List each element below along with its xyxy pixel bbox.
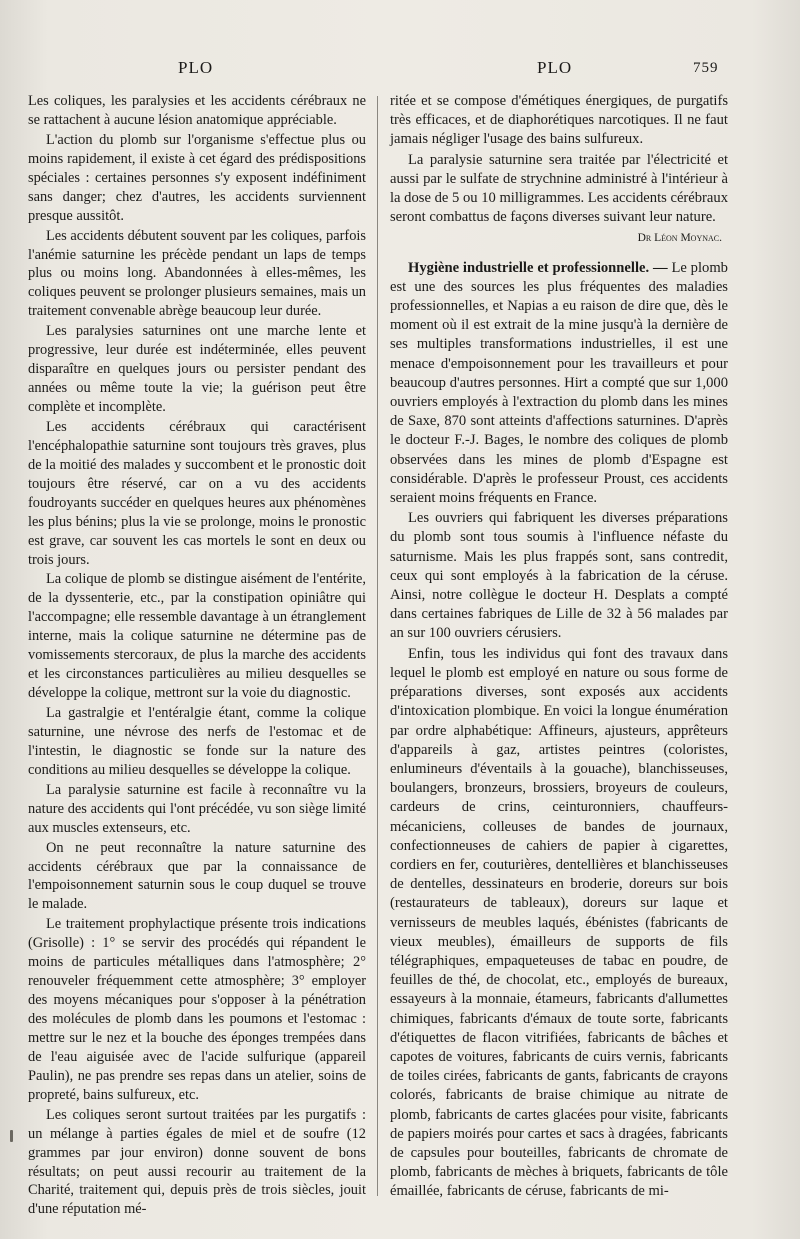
paragraph: La colique de plomb se distingue aisément de l'entérite, de la dyssenterie, etc., par la constipation opiniâtre qui l'accompagne; elle ressemble davantage à un étranglement interne, mais la colique saturnine ne détermine pas de vomissements stercoraux, de plus la marche des accidents et les circonstances particulières au milieu desquelles se développe la colique, mettront sur la voie du diagnostic. [28,571,366,702]
section-paragraph [390,259,728,509]
author-signature: Dr Léon Moynac. [637,232,722,245]
page-number: 759 [693,60,719,76]
section-heading: Hygiène industrielle et professionnelle. — [408,259,668,276]
right-column [390,92,728,1203]
paragraph: Les ouvriers qui fabriquent les diverses préparations du plomb sont tous soumis à l'influence néfaste du saturnisme. Mais les plus frappés sont, sans contredit, ceux qui sont employés à la fabrication de la céruse. Ainsi, notre collègue le docteur H. Desplats a compté dans certaines fabriques de Lille de 32 à 56 malades par an sur 100 ouvriers cérusiers. [390,510,728,642]
paragraph: Le traitement prophylactique présente trois indications (Grisolle) : 1° se servir des procédés qui répandent le moins de particules métalliques dans l'atmosphère; 2° renouveler fréquemment cette atmosphère; 3° employer des moyens mécaniques pour s'opposer à la pénétration des molécules de plomb dans les poumons et l'estomac : mettre sur le nez et la bouche des éponges trempées dans de l'eau aiguisée avec de l'acide sulfurique (appareil Paulin), ne pas prendre ses repas dans un atelier, soins de propreté, bains sulfureux, etc. [28,916,366,1103]
paragraph: On ne peut reconnaître la nature saturnine des accidents cérébraux que par la connaissance de l'empoisonnement saturnin sous le coup duquel se trouve le malade. [28,839,366,913]
paragraph: Les accidents cérébraux qui caractérisent l'encéphalopathie saturnine sont toujours très graves, plus de la moitié des malades y succombent et le pronostic doit toujours être réservé, car on a vu des accidents foudroyants succéder en quelques heures aux phénomènes les plus bénins; plus la vie se prolonge, moins le pronostic est grave, car souvent les cas mortels le sont en deux ou trois jours. [28,418,366,568]
running-title-right: PLO [537,58,573,77]
left-column [28,92,366,1220]
paragraph: Les coliques, les paralysies et les accidents cérébraux ne se rattachent à aucune lésion anatomique appréciable. [28,93,366,128]
paragraph: Les paralysies saturnines ont une marche lente et progressive, leur durée est indéterminée, elles peuvent disparaître en quelques jours ou persister pendant des années ou même toute la vie; la guérison peut être complète et incomplète. [28,323,366,415]
column-divider [377,96,378,1196]
paragraph: L'action du plomb sur l'organisme s'effectue plus ou moins rapidement, il existe à cet égard des prédispositions spéciales : certaines personnes s'y exposent indéfiniment sans danger; chez d'autres, les accidents surviennent presque aussitôt. [28,131,366,224]
paragraph: Les coliques seront surtout traitées par les purgatifs : un mélange à parties égales de miel et de soufre (12 grammes par jour environ) donne souvent de bons résultats; on peut aussi recourir au traitement de la Charité, traitement qui, depuis près de trois siècles, jouit d'une réputation mé- [28,1106,366,1218]
paragraph: La gastralgie et l'entéralgie étant, comme la colique saturnine, une névrose des nerfs de l'estomac et de l'intestin, le diagnostic se fonde sur la nature des conditions au milieu desquelles se développe la colique. [28,705,366,778]
section-text: Le plomb est une des sources les plus fréquentes des maladies professionnelles, et Napias a eu raison de dire que, dès le moment où il est extrait de la mine jusqu'à la dernière de ses multiples transformations industrielles, il est une menace d'empoisonnement pour les travailleurs et pour beaucoup d'autres personnes. Hirt a compté que sur 1,000 ouvriers employés à l'extraction du plomb dans les mines de Saxe, 870 sont atteints d'affections saturnines. D'après le docteur F.-J. Bages, le nombre des coliques de plomb observées dans les mines de plomb d'Espagne est considérable. D'après le professeur Proust, ces accidents seraient moins fréquents en France. [390,259,728,507]
margin-mark [10,1130,13,1142]
paragraph: Les accidents débutent souvent par les coliques, parfois l'anémie saturnine les précède pendant un laps de temps plus ou moins long. Abandonnées à elles-mêmes, les coliques peuvent se prolonger plusieurs semaines, mais un traitement convenable abrège beaucoup leur durée. [28,227,366,320]
running-head [0,58,800,82]
running-title-left: PLO [178,58,214,77]
paragraph: La paralysie saturnine sera traitée par l'électricité et aussi par le sulfate de strychnine administré à l'intérieur à la dose de 5 ou 10 milligrammes. Les accidents cérébraux seront combattus de façons diverses suivant leur nature. [390,151,728,226]
paragraph: Enfin, tous les individus qui font des travaux dans lequel le plomb est employé en nature ou sous forme de préparations diverses, sont exposés aux accidents d'intoxication plombique. En voici la longue énumération par ordre alphabétique: Affineurs, ajusteurs, apprêteurs d'appareils à gaz, artistes peintres (coloristes, enlumineurs d'éventails à la gouache), blanchisseuses, boulangers, bronzeurs, brossiers, broyeurs de couleurs, cardeurs de crins, ceinturonniers, chauffeurs-mécaniciens, colleuses de bandes de journaux, confectionneuses de cahiers de papier à cigarettes, cordiers en fer, couturières, dentellières et blanchisseuses de dentelles, dessinateurs en broderie, doreurs sur bois (restaurateurs de tableaux), doreurs sur laque et vernisseurs de meubles laqués, ébénistes (fabricants de vieux meubles), émailleurs de supports de fils télégraphiques, empaqueteuses de tabac en poudre, de feuilles de thé, de chocolat, etc., employés de bureaux, essayeurs à la monnaie, étameurs, fabricants d'allumettes chimiques, fabricants d'émaux de toute sorte, fabricants d'étiquettes de flacon vitrifiées, fabricants de bâches et capotes de voitures, fabricants de cuirs vernis, fabricants de toiles cirées, fabricants de gants, fabricants de crayons colorés, fabricants de braise chimique au nitrate de plomb, fabricants de cartes glacées pour visite, fabricants de papiers moirés pour cartes et sacs à dragées, fabricants de capsules pour bouteilles, fabricants de chromate de plomb, fabricants de mèches à briquets, fabricants de tôle émaillée, fabricants de céruse, fabricants de mi- [390,645,728,1200]
paragraph: ritée et se compose d'émétiques énergiques, de purgatifs très efficaces, et de diaphorétiques narcotiques. Il ne faut jamais négliger l'usage des bains sulfureux. [390,93,728,148]
paragraph: La paralysie saturnine est facile à reconnaître vu la nature des accidents qui l'ont précédée, vu son siège limité aux muscles extenseurs, etc. [28,781,366,836]
